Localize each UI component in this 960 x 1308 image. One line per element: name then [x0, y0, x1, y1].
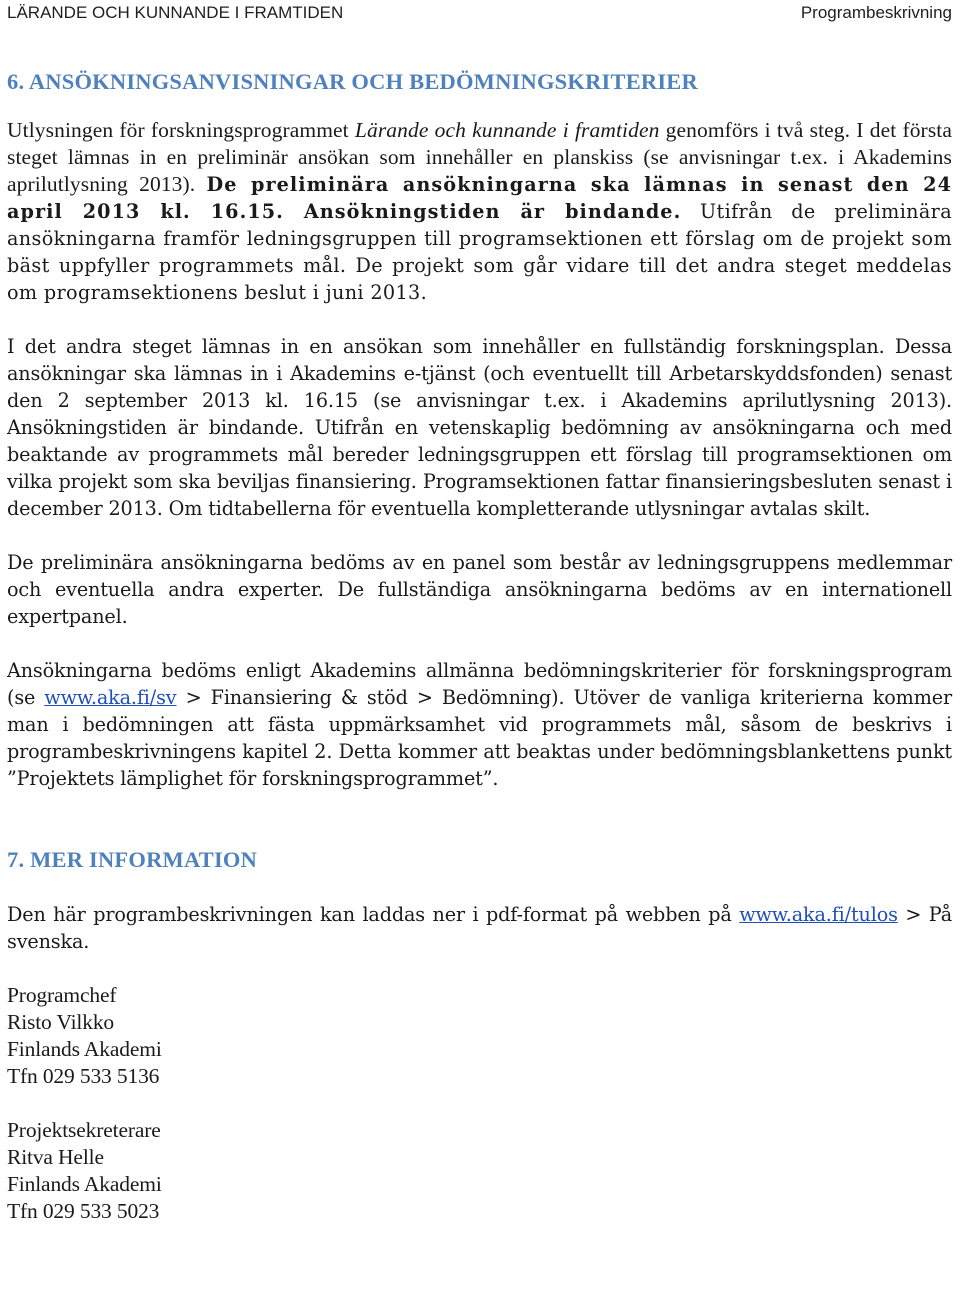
section-6-heading: 6. ANSÖKNINGSANVISNINGAR OCH BEDÖMNINGSKRITERIER: [7, 69, 698, 94]
contact-1-org: Finlands Akademi: [7, 1037, 162, 1061]
s7-text-2: > På svenska.: [7, 903, 952, 953]
programme-name: Lärande och kunnande i framtiden: [354, 118, 660, 142]
contact-block-2: [7, 1117, 952, 1225]
header-title: LÄRANDE OCH KUNNANDE I FRAMTIDEN: [7, 3, 344, 22]
section-7-paragraph-1: [7, 901, 952, 955]
aka-sv-link[interactable]: www.aka.fi/sv: [44, 686, 177, 709]
p1-text-3: Utifrån de preliminära ansökningarna framför ledningsgruppen till programsektionen ett förslag om de projekt som bäst uppfyller programmets mål. De projekt som går vidare till det andra steget meddelas om programsektionens beslut i juni 2013.: [7, 200, 952, 304]
contact-1-phone: Tfn 029 533 5136: [7, 1064, 160, 1088]
contact-2-name: Ritva Helle: [7, 1145, 104, 1169]
s7-text-1: Den här programbeskrivningen kan laddas ner i pdf-format på webben på: [7, 903, 740, 926]
p4-text-2: > Finansiering & stöd > Bedömning). Utöver de vanliga kriterierna kommer man i bedömningen att fästa uppmärksamhet vid programmets mål, såsom de beskrivs i programbeskrivningens kapitel 2. Detta kommer att beaktas under bedömningsblankettens punkt ”Projektets lämplighet för forskningsprogrammet”.: [7, 686, 952, 790]
contact-1-name: Risto Vilkko: [7, 1010, 115, 1034]
contact-block-1: [7, 982, 952, 1090]
header-doc-type: Programbeskrivning: [800, 3, 952, 22]
section-7-heading: 7. MER INFORMATION: [7, 847, 258, 872]
deadline-statement: De preliminära ansökningarna ska lämnas in senast den 24 april 2013 kl. 16.15. Ansökningstiden är bindande.: [7, 173, 952, 223]
contact-2-role: Projektsekreterare: [7, 1118, 161, 1142]
p1-text-1: Utlysningen för forskningsprogrammet: [7, 118, 355, 142]
contact-2-phone: Tfn 029 533 5023: [7, 1199, 160, 1223]
section-6-paragraph-3: De preliminära ansökningarna bedöms av en panel som består av ledningsgruppens medlemmar och eventuella andra experter. De fullständiga ansökningarna bedöms av en internationell expertpanel.: [7, 551, 952, 628]
aka-tulos-link[interactable]: www.aka.fi/tulos: [739, 903, 898, 926]
section-6-paragraph-4: [7, 657, 952, 792]
section-spacer: [7, 792, 952, 846]
running-header: [7, 0, 952, 24]
contact-2-org: Finlands Akademi: [7, 1172, 162, 1196]
p4-text-1: Ansökningarna bedöms enligt Akademins allmänna bedömningskriterier för forskningsprogram (se: [7, 659, 952, 709]
section-6-paragraph-2: I det andra steget lämnas in en ansökan som innehåller en fullständig forskningsplan. Dessa ansökningar ska lämnas in i Akademins e-tjänst (och eventuellt till Arbetarskyddsfonden) senast den 2 september 2013 kl. 16.15 (se anvisningar t.ex. i Akademins aprilutlysning 2013). Ansökningstiden är bindande. Utifrån en vetenskaplig bedömning av ansökningarna och med beaktande av programmets mål bereder ledningsgruppen ett förslag till programsektionen om vilka projekt som ska beviljas finansiering. Programsektionen fattar finansieringsbesluten senast i december 2013. Om tidtabellerna för eventuella kompletterande utlysningar avtalas skilt.: [7, 335, 952, 520]
section-6-paragraph-1: [7, 117, 952, 306]
p1-text-2: genomförs i två steg. I det första steget lämnas in en preliminär ansökan som innehåller en planskiss (se anvisningar t.ex. i Akademins aprilutlysning 2013).: [7, 118, 952, 196]
document-page: [7, 0, 952, 1225]
contact-1-role: Programchef: [7, 983, 117, 1007]
